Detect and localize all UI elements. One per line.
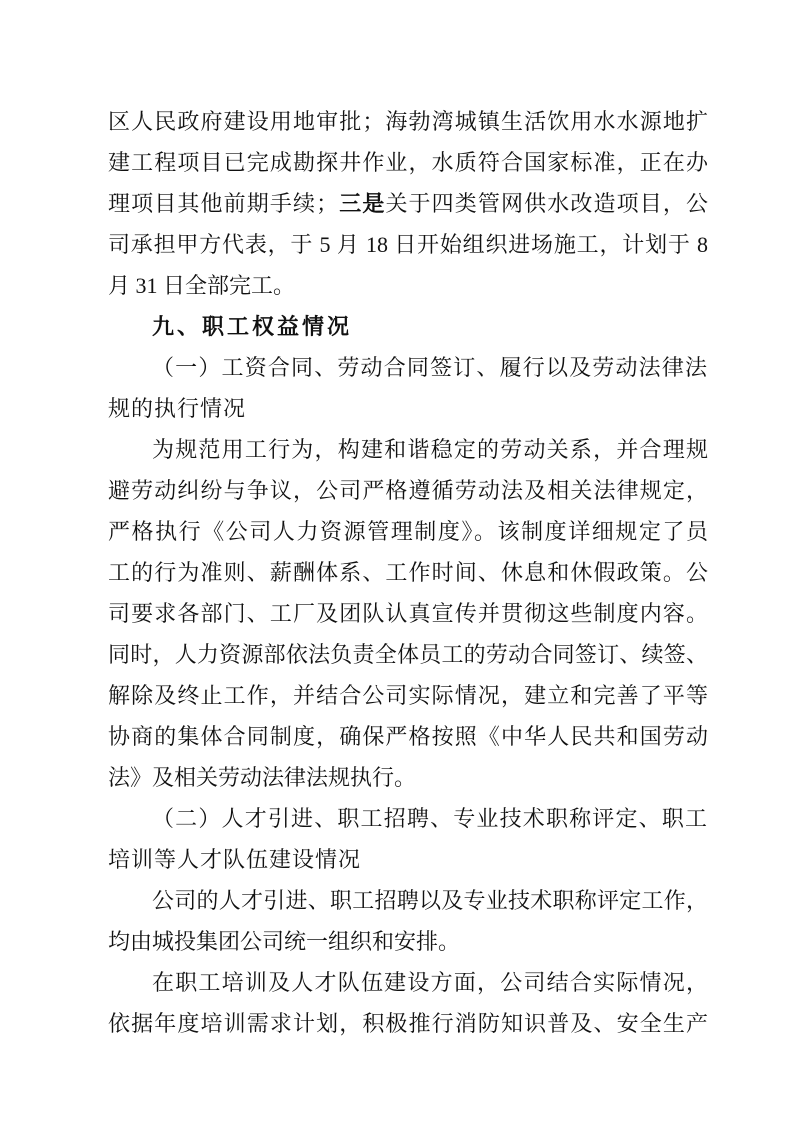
text-line: 区人民政府建设用地审批；海勃湾城镇生活饮用水水源地扩	[108, 109, 708, 134]
text-line: 培训等人才队伍建设情况	[108, 847, 362, 872]
text-line: 严格执行《公司人力资源管理制度》。该制度详细规定了员	[108, 519, 708, 544]
text-line: 为规范用工行为，构建和谐稳定的劳动关系，并合理规	[152, 437, 708, 462]
text-line: （二）人才引进、职工招聘、专业技术职称评定、职工	[152, 806, 708, 831]
text-line: 依据年度培训需求计划，积极推行消防知识普及、安全生产	[108, 1011, 708, 1036]
text-line: 解除及终止工作，并结合公司实际情况，建立和完善了平等	[108, 683, 708, 708]
text-line: 法》及相关劳动法律法规执行。	[108, 765, 417, 790]
text-line: 工的行为准则、薪酬体系、工作时间、休息和休假政策。公	[108, 560, 708, 585]
paragraph-labor-contracts	[108, 429, 708, 798]
section-heading-9	[108, 306, 708, 347]
text-line: 协商的集体合同制度，确保严格按照《中华人民共和国劳动	[108, 724, 708, 749]
subheading-2	[108, 798, 708, 880]
text-run: 关于四类管网供水改造项目，公	[385, 191, 708, 216]
text-line: 司承担甲方代表，于 5 月 18 日开始组织进场施工，计划于 8	[108, 232, 708, 257]
text-run: 理项目其他前期手续；	[108, 191, 339, 216]
text-line: 在职工培训及人才队伍建设方面，公司结合实际情况，	[152, 970, 708, 995]
paragraph-project-status	[108, 101, 708, 306]
text-line: 司要求各部门、工厂及团队认真宣传并贯彻这些制度内容。	[108, 601, 708, 626]
text-line: 建工程项目已完成勘探井作业，水质符合国家标准，正在办	[108, 150, 708, 175]
text-line	[108, 183, 708, 224]
paragraph-staff-training	[108, 962, 708, 1044]
subheading-1	[108, 347, 708, 429]
text-line: （一）工资合同、劳动合同签订、履行以及劳动法律法	[152, 355, 708, 380]
section-title: 九、职工权益情况	[152, 314, 353, 339]
text-line: 避劳动纠纷与争议，公司严格遵循劳动法及相关法律规定，	[108, 478, 708, 503]
text-line: 公司的人才引进、职工招聘以及专业技术职称评定工作，	[152, 888, 708, 913]
bold-text-run: 三是	[338, 191, 386, 216]
text-line: 同时，人力资源部依法负责全体员工的劳动合同签订、续签、	[108, 642, 708, 667]
text-line: 月 31 日全部完工。	[108, 273, 296, 298]
text-line: 均由城投集团公司统一组织和安排。	[108, 929, 461, 954]
paragraph-talent-recruitment	[108, 880, 708, 962]
text-line: 规的执行情况	[108, 396, 247, 421]
